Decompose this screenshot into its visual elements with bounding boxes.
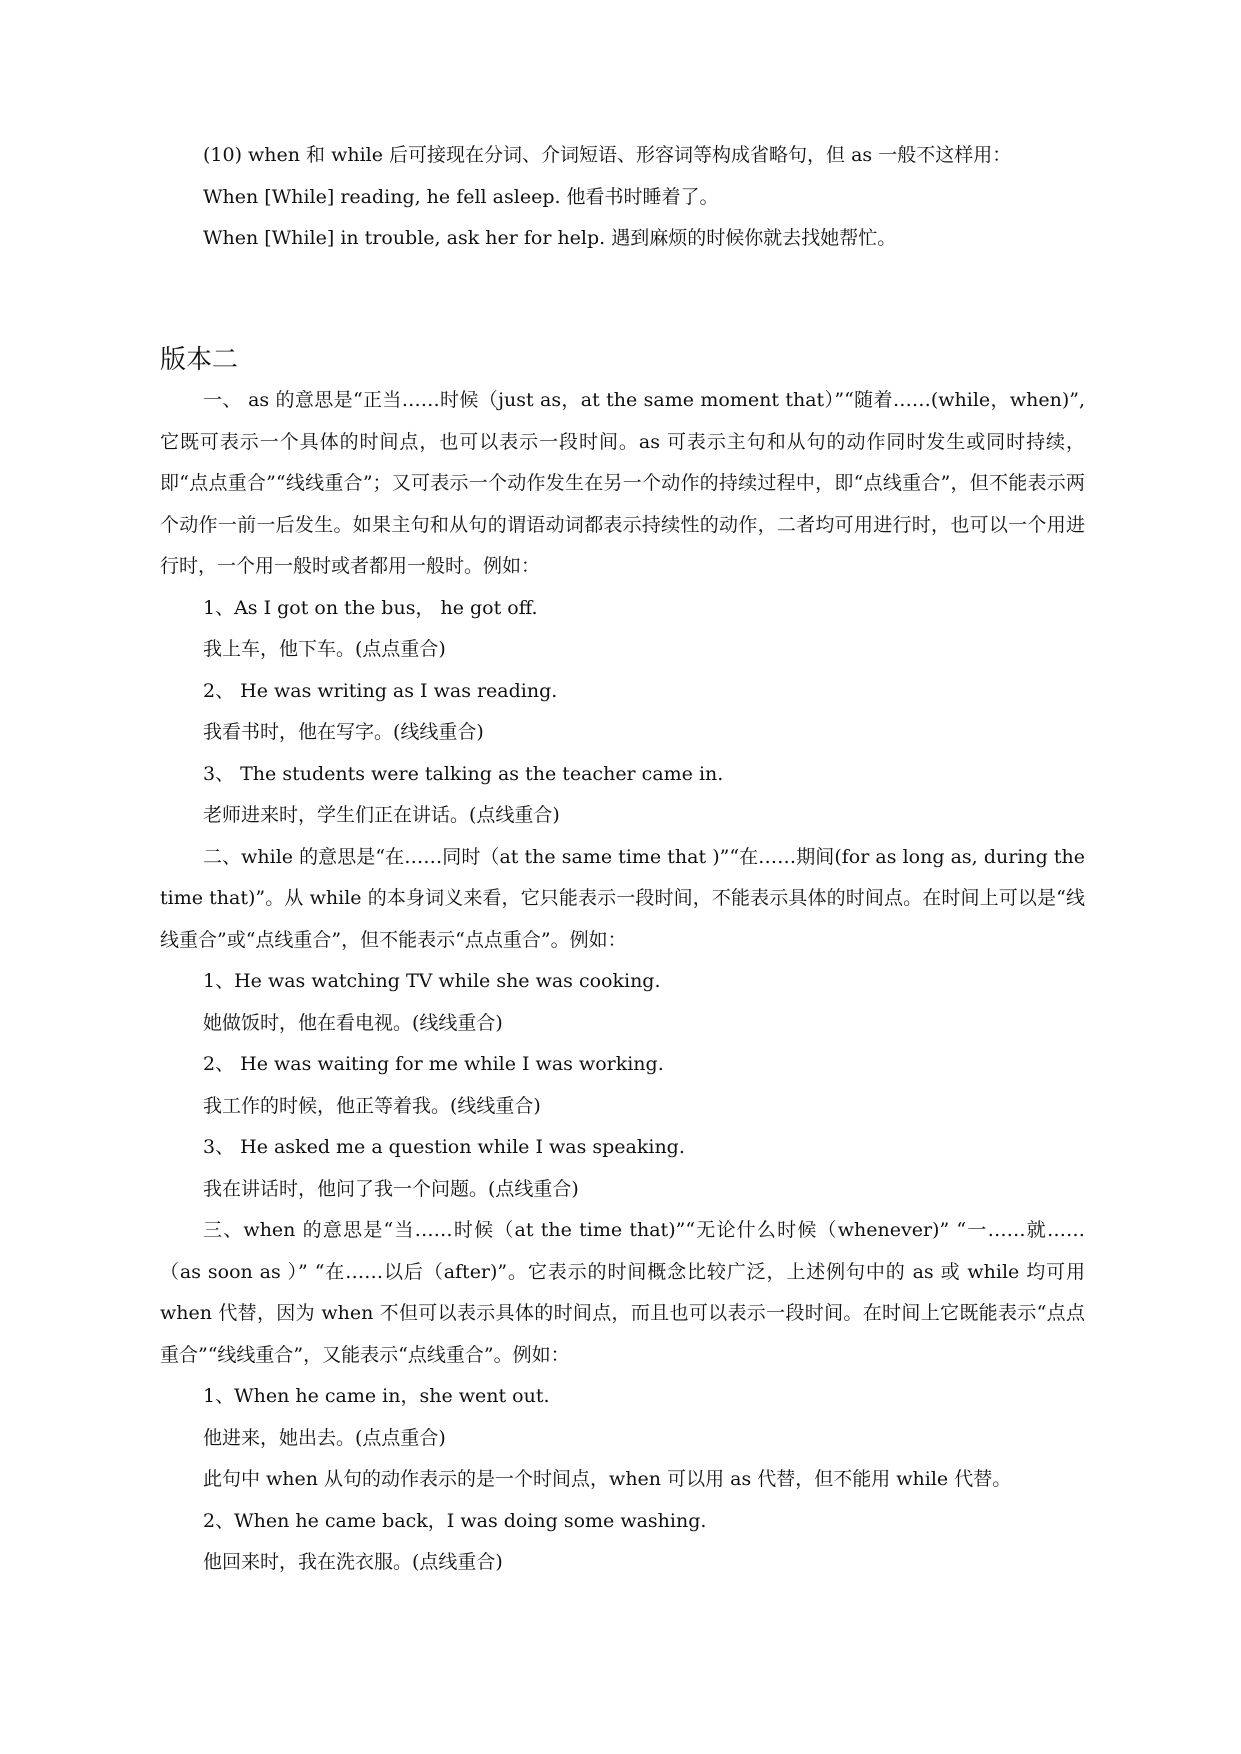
version-two-body [160, 380, 1085, 1584]
example-sentence: 1、When he came in，she went out. [203, 1385, 550, 1407]
example-sentence: 2、When he came back，I was doing some washing. [203, 1509, 707, 1532]
example-sentence: When [While] reading, he fell asleep. 他看书时睡着了。 [203, 185, 719, 208]
example-sentence: 3、 The students were talking as the teacher came in. [203, 762, 724, 785]
example-sentence: When [While] in trouble, ask her for help. 遇到麻烦的时候你就去找她帮忙。 [203, 227, 897, 249]
example-translation: 他进来，她出去。(点点重合) [203, 1426, 446, 1449]
example-translation: 我在讲话时，他问了我一个问题。(点线重合) [203, 1177, 579, 1200]
example-translation: 我看书时，他在写字。(线线重合) [203, 721, 484, 743]
section-10 [160, 135, 1085, 260]
example-translation: 她做饭时，他在看电视。(线线重合) [203, 1011, 503, 1034]
paragraph-while-meaning: 二、while 的意思是“在……同时（at the same time that )”“在……期间(for as long as, during the time that)”。从 while 的本身词义来看，它只能表示一段时间，不能表示具体的时间点。在时间上可以是“线线重合”或“点线重合”，但不能表示“点点重合”。例如： [160, 845, 1085, 951]
example-sentence: 2、 He was waiting for me while I was working. [203, 1053, 664, 1075]
example-sentence: 3、 He asked me a question while I was speaking. [203, 1136, 685, 1158]
example-sentence: 1、He was watching TV while she was cooking. [203, 970, 661, 992]
paragraph-when-meaning: 三、when 的意思是“当……时候（at the time that)”“无论什么时候（whenever)” “一……就……（as soon as ）” “在……以后（after)”。它表示的时间概念比较广泛，上述例句中的 as 或 while 均可用 when 代替，因为 when 不但可以表示具体的时间点，而且也可以表示一段时间。在时间上它既能表示“点点重合”“线线重合”，又能表示“点线重合”。例如： [160, 1219, 1085, 1366]
explanation-note: 此句中 when 从句的动作表示的是一个时间点，when 可以用 as 代替，但不能用 while 代替。 [203, 1468, 1012, 1490]
example-translation: 老师进来时，学生们正在讲话。(点线重合) [203, 804, 560, 826]
example-translation: 他回来时，我在洗衣服。(点线重合) [203, 1551, 503, 1573]
section-heading: 版本二 [160, 345, 239, 375]
example-sentence: 2、 He was writing as I was reading. [203, 679, 558, 702]
example-translation: 我上车，他下车。(点点重合) [203, 638, 446, 660]
paragraph-ellipsis-rule: (10) when 和 while 后可接现在分词、介词短语、形容词等构成省略句，但 as 一般不这样用： [203, 144, 1012, 166]
example-sentence: 1、As I got on the bus， he got off. [203, 596, 538, 619]
example-translation: 我工作的时候，他正等着我。(线线重合) [203, 1094, 541, 1117]
paragraph-as-meaning: 一、 as 的意思是“正当……时候（just as，at the same moment that）”“随着……(while，when)”,它既可表示一个具体的时间点，也可以表示一段时间。as 可表示主句和从句的动作同时发生或同时持续，即“点点重合”“线线重合”；又可表示一个动作发生在另一个动作的持续过程中，即“点线重合”，但不能表示两个动作一前一后发生。如果主句和从句的谓语动词都表示持续性的动作，二者均可用进行时，也可以一个用进行时，一个用一般时或者都用一般时。例如： [160, 389, 1085, 577]
